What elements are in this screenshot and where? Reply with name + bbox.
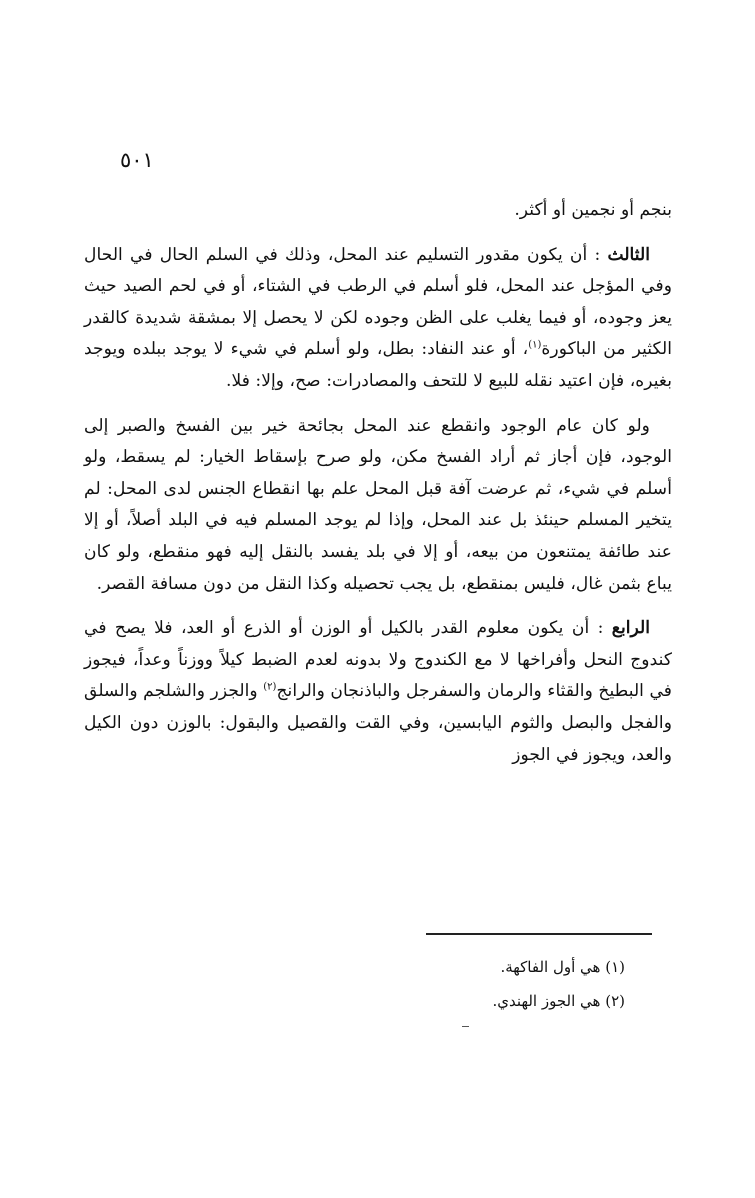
paragraph-label-third: الثالث — [607, 244, 650, 265]
main-text — [84, 195, 672, 784]
paragraph-text: : أن يكون معلوم القدر بالكيل أو الوزن أو الذرع أو العد، فلا يصح في كندوج النحل وأفراخها لا مع الكندوج ولا بدونه لعدم الضبط كيلاً ووزناً وعداً، فيجوز في البطيخ والقثاء والرمان والسفرجل والباذنجان والرانج — [84, 618, 672, 702]
paragraph-text: : أن يكون مقدور التسليم عند المحل، وذلك في السلم الحال في الحال وفي المؤجل عند المحل، فلو أسلم في الرطب في الشتاء، أو في لحم الصيد حيث يعز وجوده، أو فيما يغلب على الظن وجوده لكن لا يحصل إلا بمشقة شديدة كالقدر الكثير من الباكورة — [84, 244, 672, 360]
paragraph-text-continued: ، أو عند النفاد: بطل، ولو أسلم في شيء لا يوجد ببلده ويوجد بغيره، فإن اعتيد نقله للبيع لا للتحف والمصادرات: صح، وإلا: فلا. — [84, 339, 672, 391]
paragraph-general-existence: ولو كان عام الوجود وانقطع عند المحل بجائحة خير بين الفسخ والصبر إلى الوجود، فإن أجاز ثم أراد الفسخ مكن، ولو صرح بإسقاط الخيار: لم يسقط، ولو أسلم في شيء، ثم عرضت آفة قبل المحل علم بها انقطاع الجنس لدى المحل: لم يتخير المسلم حينئذ بل عند المحل، وإذا لم يوجد المسلم فيه في البلد أصلاً، أو إلا عند طائفة يمتنعون من بيعه، أو إلا في بلد يفسد بالنقل إليه فهو منقطع، ولو كان يباع بثمن غال، فليس بمنقطع، بل يجب تحصيله وكذا النقل من دون مسافة القصر. — [84, 415, 672, 594]
footnote-1: (١) هي أول الفاكهة. — [500, 958, 625, 976]
footnote-reference-2: (٢) — [263, 681, 277, 693]
paragraph-continuation: بنجم أو نجمين أو أكثر. — [514, 200, 672, 220]
footnote-2: (٢) هي الجوز الهندي. — [492, 992, 625, 1010]
footnotes — [493, 950, 625, 1018]
paragraph-third-condition — [84, 240, 672, 398]
paragraph-text-continued: والجزر والشلجم والسلق والفجل والبصل والثوم اليابسين، وفي القت والقصيل والبقول: بالوزن دون الكيل والعد، ويجوز في الجوز — [84, 681, 672, 765]
dash-mark — [462, 1026, 469, 1027]
paragraph-label-fourth: الرابع — [611, 618, 650, 639]
footnote-reference-1: (١) — [528, 339, 542, 351]
footnote-separator — [426, 933, 652, 935]
page-number: ٥٠١ — [120, 148, 154, 172]
paragraph-fourth-condition — [84, 613, 672, 771]
